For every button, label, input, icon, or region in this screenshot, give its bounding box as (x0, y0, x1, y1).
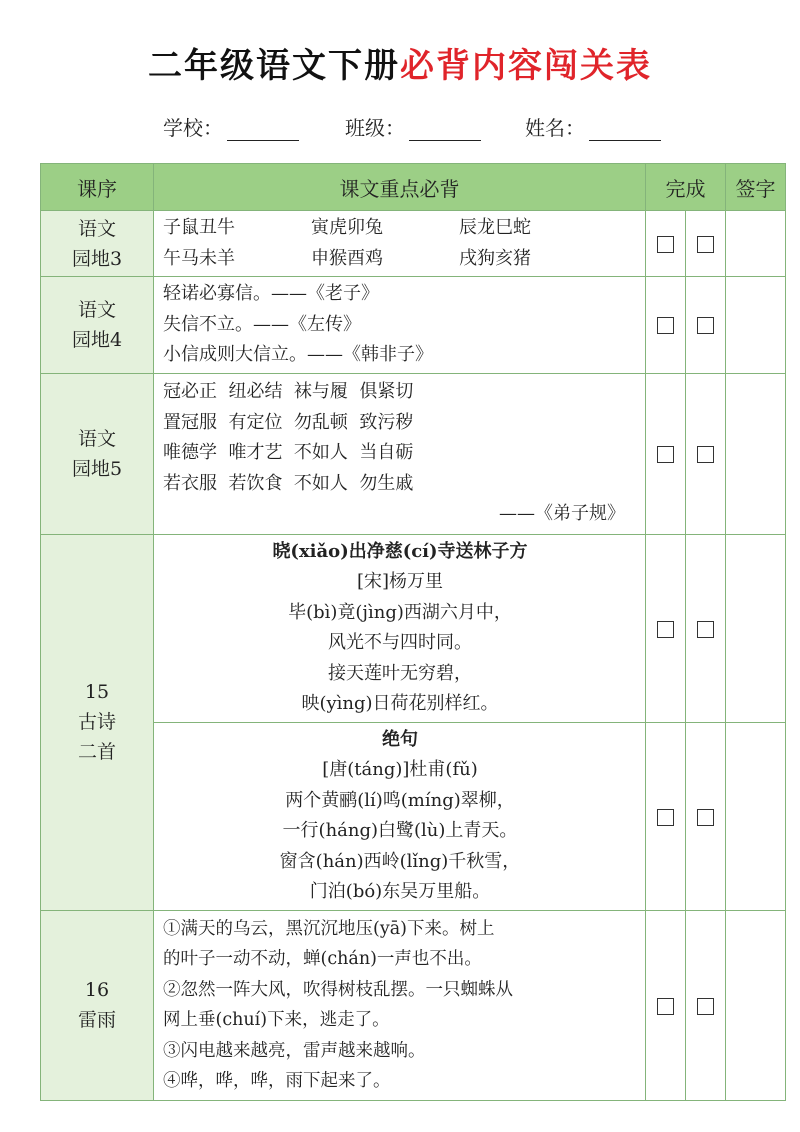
poem-cell (154, 534, 646, 722)
zodiac-phrase: 辰龙巳蛇 (459, 217, 531, 238)
header-done: 完成 (646, 164, 726, 211)
table-row (41, 534, 786, 722)
poem-line: 接天莲叶无穷碧， (328, 662, 472, 684)
poem-line: 映(yìng)日荷花别样红。 (301, 693, 499, 714)
class-field (345, 112, 481, 141)
content-line: 轻诺必寡信。——《老子》 (163, 283, 379, 304)
school-input-line[interactable] (227, 118, 299, 141)
content-line: 的叶子一动不动，蝉(chán)一声也不出。 (163, 949, 482, 969)
done-cell (686, 722, 726, 910)
checkbox[interactable] (697, 317, 714, 334)
content-line: 若衣服 若饮食 不如人 勿生戚 (163, 472, 414, 494)
poem-line: 门泊(bó)东吴万里船。 (309, 881, 491, 902)
signature-cell[interactable] (726, 722, 786, 910)
checklist-table (40, 163, 786, 1101)
poem-line: 窗含(hán)西岭(lǐng)千秋雪， (279, 850, 521, 872)
poem-author: [唐(táng)]杜甫(fǔ) (322, 759, 478, 780)
signature-cell[interactable] (726, 277, 786, 374)
content-line: ②忽然一阵大风，吹得树枝乱摆。一只蜘蛛从 (163, 979, 513, 1000)
lesson-cell (41, 211, 154, 277)
attribution: ——《弟子规》 (499, 503, 625, 525)
done-cell (646, 534, 686, 722)
content-line: 失信不立。——《左传》 (163, 313, 361, 335)
lesson-label-line: 语文 (77, 427, 116, 450)
lesson-cell (41, 534, 154, 910)
content-line: 唯德学 唯才艺 不如人 当自砺 (163, 442, 414, 464)
page-title (0, 38, 800, 87)
poem-cell (154, 722, 646, 910)
lesson-label-line: 语文 (77, 217, 116, 240)
zodiac-phrase: 戌狗亥猪 (459, 247, 531, 269)
school-label: 学校： (163, 116, 223, 140)
done-cell (686, 910, 726, 1100)
content-line (163, 213, 637, 244)
content-line: ①满天的乌云，黑沉沉地压(yā)下来。树上 (163, 918, 495, 939)
class-input-line[interactable] (409, 118, 481, 141)
done-cell (686, 277, 726, 374)
checkbox[interactable] (697, 621, 714, 638)
poem-line: 两个黄鹂(lí)鸣(míng)翠柳， (285, 789, 515, 811)
name-input-line[interactable] (589, 118, 661, 141)
poem-line: 风光不与四时同。 (328, 632, 472, 653)
poem-author: [宋]杨万里 (356, 571, 444, 592)
poem-line: 毕(bì)竟(jìng)西湖六月中， (288, 601, 512, 623)
done-cell (646, 277, 686, 374)
zodiac-phrase: 申猴酉鸡 (311, 247, 383, 269)
zodiac-phrase: 午马未羊 (163, 247, 235, 269)
content-cell (154, 910, 646, 1100)
table-row (41, 373, 786, 534)
zodiac-phrase: 子鼠丑牛 (163, 217, 235, 238)
done-cell (646, 722, 686, 910)
table-row (41, 211, 786, 277)
checkbox[interactable] (697, 236, 714, 253)
content-line: ④哗，哗，哗，雨下起来了。 (163, 1071, 391, 1091)
table-row (41, 910, 786, 1100)
lesson-label-line: 园地3 (71, 247, 123, 270)
poem-title: 绝句 (382, 728, 418, 750)
name-label: 姓名： (525, 116, 585, 140)
done-cell (646, 211, 686, 277)
poem-line: 一行(háng)白鹭(lù)上青天。 (282, 820, 518, 841)
done-cell (646, 910, 686, 1100)
lesson-label-line: 语文 (77, 298, 116, 321)
content-line: 置冠服 有定位 勿乱顿 致污秽 (163, 411, 414, 433)
table-header-row (41, 164, 786, 211)
checkbox[interactable] (697, 998, 714, 1015)
signature-cell[interactable] (726, 211, 786, 277)
checkbox[interactable] (657, 621, 674, 638)
checkbox[interactable] (697, 809, 714, 826)
lesson-label-line: 古诗 (77, 711, 116, 733)
title-black-part: 二年级语文下册 (148, 46, 400, 86)
content-line: ③闪电越来越亮，雷声越来越响。 (163, 1040, 426, 1061)
lesson-label-line: 15 (84, 681, 110, 703)
checkbox[interactable] (697, 446, 714, 463)
checkbox[interactable] (657, 236, 674, 253)
title-red-part: 必背内容闯关表 (400, 46, 652, 86)
done-cell (686, 534, 726, 722)
poem-title: 晓(xiǎo)出净慈(cí)寺送林子方 (272, 540, 528, 562)
signature-cell[interactable] (726, 910, 786, 1100)
content-line: 网上垂(chuí)下来，逃走了。 (163, 1010, 390, 1030)
header-sign: 签字 (726, 164, 786, 211)
lesson-cell (41, 373, 154, 534)
checkbox[interactable] (657, 317, 674, 334)
lesson-label-line: 16 (84, 979, 110, 1001)
header-content: 课文重点必背 (154, 164, 646, 211)
checkbox[interactable] (657, 446, 674, 463)
lesson-cell (41, 910, 154, 1100)
header-lesson: 课序 (41, 164, 154, 211)
done-cell (686, 373, 726, 534)
lesson-label-line: 园地5 (71, 457, 123, 480)
lesson-label-line: 园地4 (71, 328, 123, 351)
done-cell (646, 373, 686, 534)
table-row (41, 277, 786, 374)
content-cell (154, 211, 646, 277)
content-line: 冠必正 纽必结 袜与履 俱紧切 (163, 381, 414, 403)
done-cell (686, 211, 726, 277)
content-cell (154, 373, 646, 534)
lesson-cell (41, 277, 154, 374)
content-line: 小信成则大信立。——《韩非子》 (163, 344, 433, 365)
checkbox[interactable] (657, 998, 674, 1015)
class-label: 班级： (345, 116, 405, 140)
name-field (525, 112, 661, 141)
content-cell (154, 277, 646, 374)
zodiac-phrase: 寅虎卯兔 (311, 217, 383, 238)
content-line (163, 244, 637, 275)
signature-cell[interactable] (726, 534, 786, 722)
school-field (163, 112, 299, 141)
lesson-label-line: 二首 (77, 741, 116, 763)
lesson-label-line: 雷雨 (77, 1009, 116, 1031)
checkbox[interactable] (657, 809, 674, 826)
signature-cell[interactable] (726, 373, 786, 534)
